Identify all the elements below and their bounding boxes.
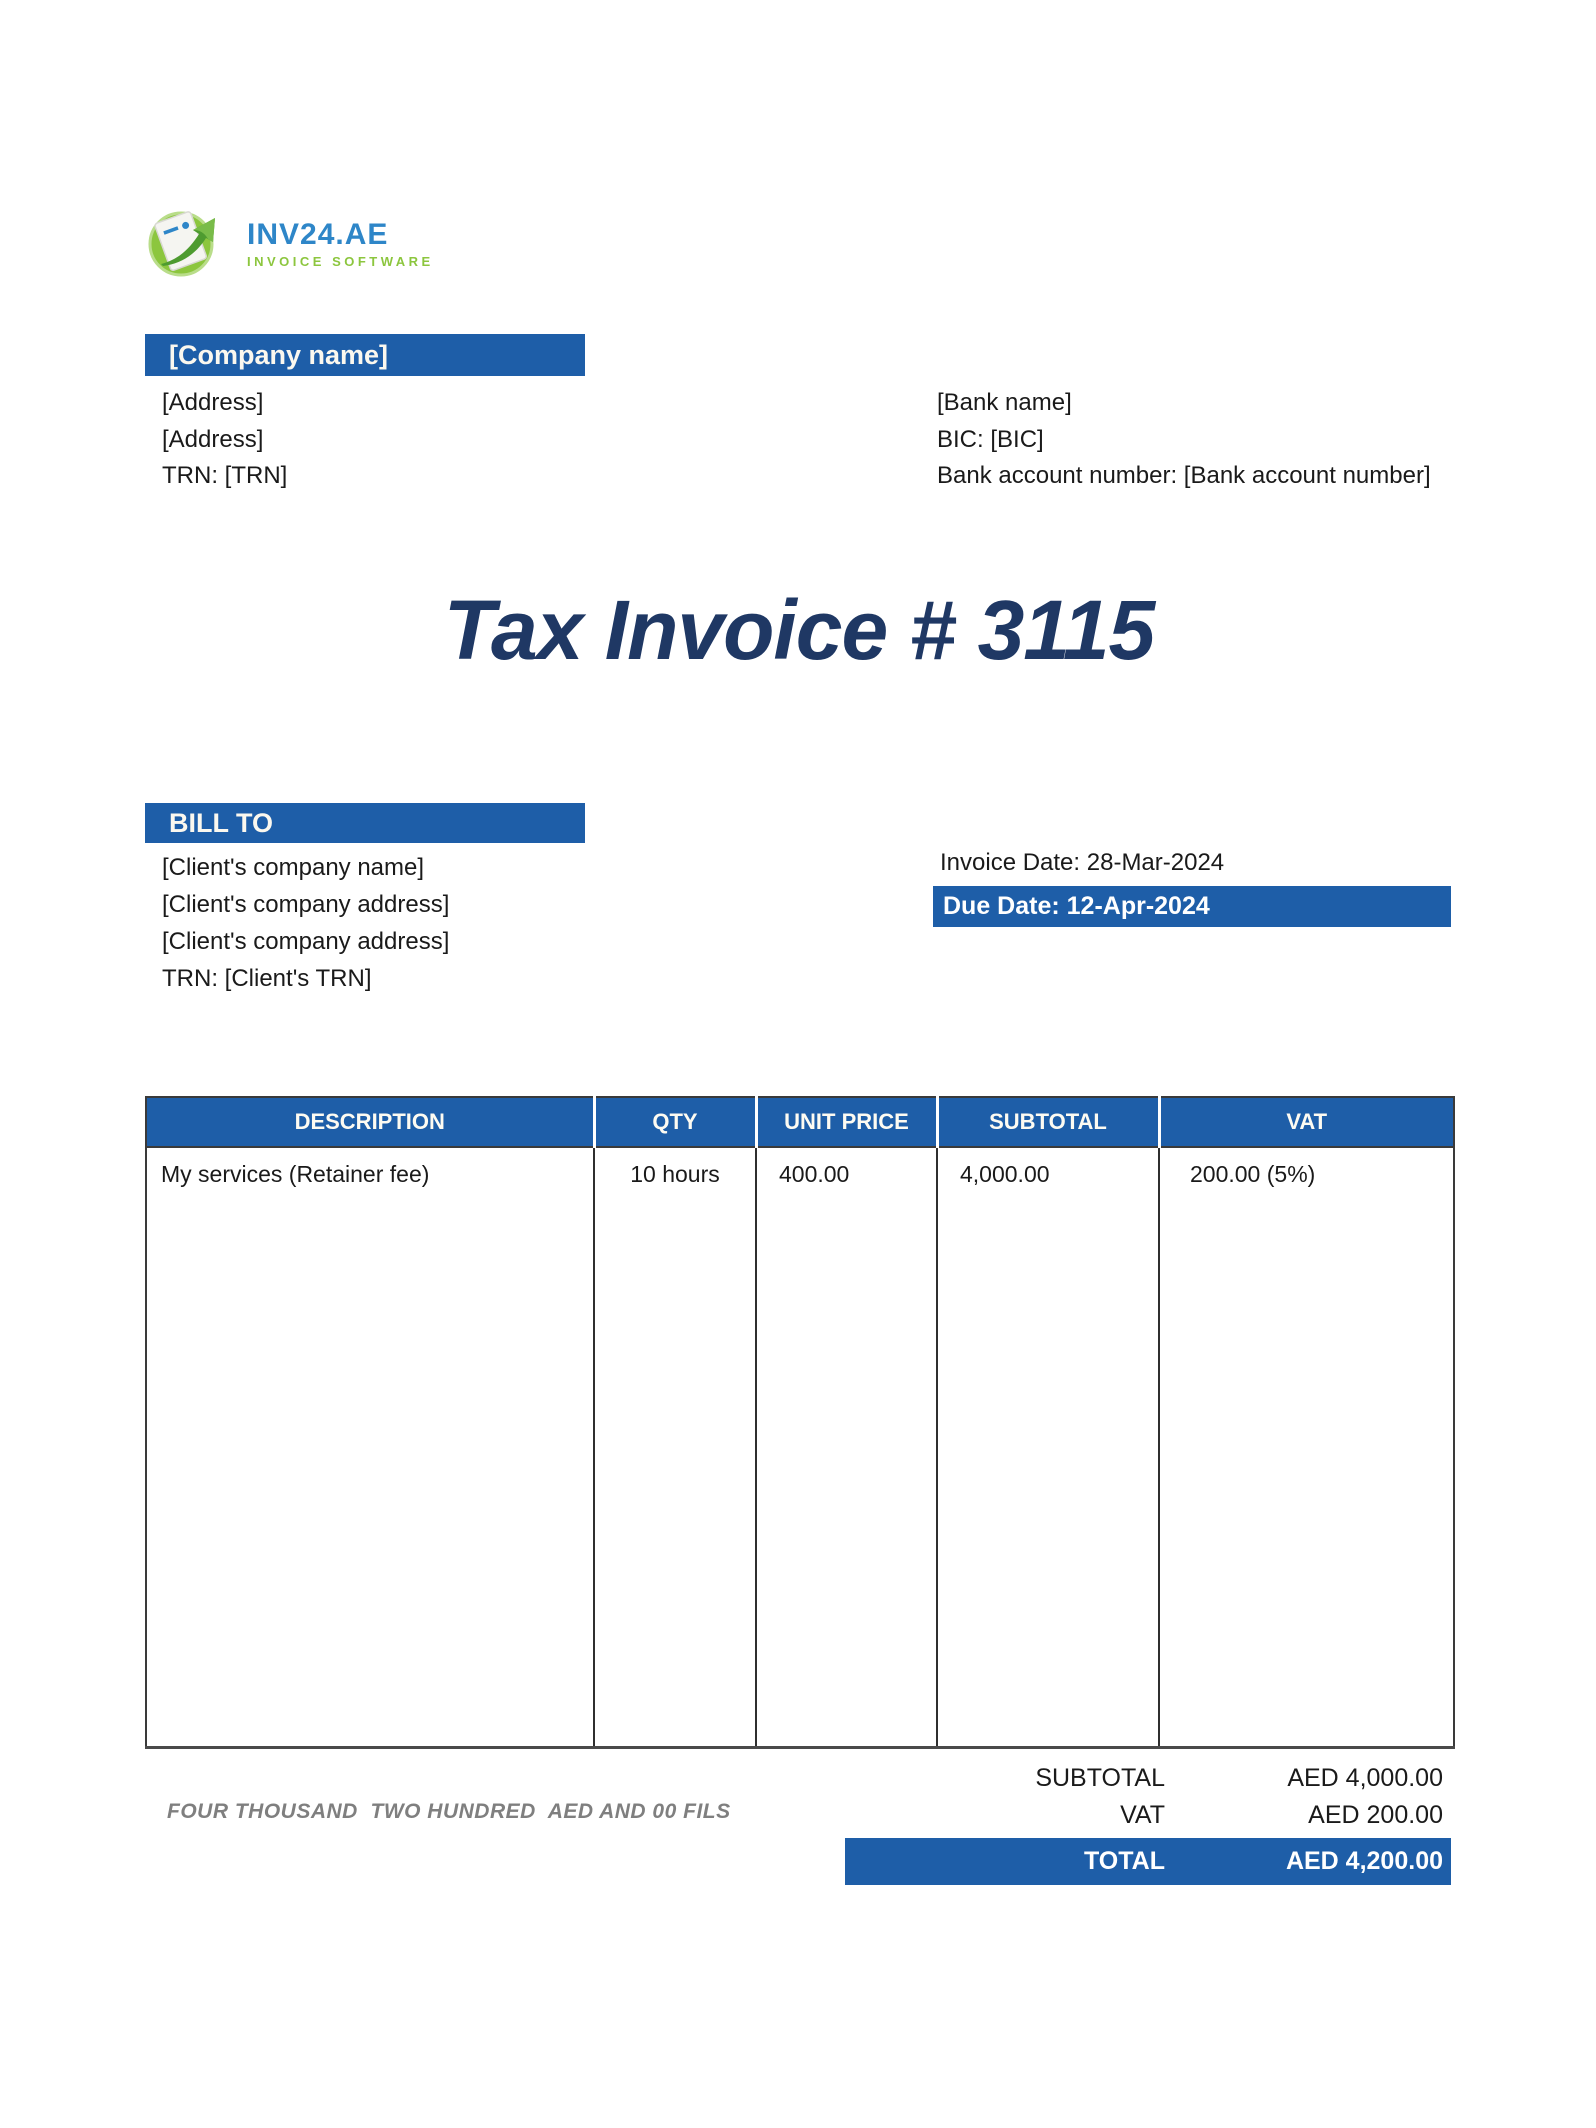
items-table-header-row (146, 1097, 1454, 1147)
bank-bic: BIC: [BIC] (937, 425, 1044, 453)
vat-row (845, 1797, 1451, 1834)
total-row (845, 1838, 1451, 1885)
subtotal-value: AED 4,000.00 (1287, 1764, 1443, 1792)
header-vat: VAT (1159, 1097, 1454, 1147)
vat-label: VAT (1120, 1801, 1165, 1829)
seller-address-2: [Address] (162, 425, 264, 453)
total-label: TOTAL (1083, 1847, 1165, 1875)
header-description: DESCRIPTION (146, 1097, 594, 1147)
header-subtotal: SUBTOTAL (937, 1097, 1159, 1147)
totals-block (845, 1760, 1451, 1885)
due-date-label: Due Date: (943, 892, 1060, 920)
cell-qty: 10 hours (594, 1147, 756, 1747)
cell-subtotal: 4,000.00 (937, 1147, 1159, 1747)
bank-name: [Bank name] (937, 389, 1072, 416)
cell-description: My services (Retainer fee) (161, 1161, 430, 1187)
invoice-date-line (940, 846, 1224, 880)
bank-details (937, 385, 1431, 495)
subtotal-label: SUBTOTAL (1035, 1764, 1165, 1792)
client-address-1: [Client's company address] (162, 891, 450, 918)
seller-address-1: [Address] (162, 389, 264, 416)
subtotal-row (845, 1760, 1451, 1797)
table-row (146, 1147, 1454, 1747)
bill-to-bar: BILL TO (145, 803, 585, 843)
cell-unit-price: 400.00 (756, 1147, 937, 1747)
bank-account-number: Bank account number: [Bank account number] (937, 462, 1431, 489)
company-name-bar: [Company name] (145, 334, 585, 376)
items-table (145, 1096, 1455, 1749)
header-unit-price: UNIT PRICE (756, 1097, 937, 1147)
invoice-date-value: 28-Mar-2024 (1086, 849, 1225, 876)
amount-in-words: FOUR THOUSAND TWO HUNDRED AED AND 00 FILS (167, 1800, 731, 1823)
vat-value: AED 200.00 (1308, 1801, 1443, 1829)
seller-trn: TRN: [TRN] (162, 462, 288, 489)
invoice-date-label: Invoice Date: (940, 849, 1081, 876)
due-date-bar (933, 886, 1451, 927)
seller-details (162, 385, 287, 495)
logo-text (247, 217, 434, 269)
client-trn: TRN: [Client's TRN] (162, 965, 372, 992)
client-company-name: [Client's company name] (162, 854, 425, 881)
document-title: Tax Invoice # 3115 (443, 583, 1155, 677)
logo (147, 202, 434, 280)
total-value: AED 4,200.00 (1285, 1847, 1443, 1875)
due-date-value: 12-Apr-2024 (1066, 892, 1210, 920)
client-details (162, 849, 449, 997)
logo-tagline: INVOICE SOFTWARE (247, 253, 434, 269)
header-qty: QTY (594, 1097, 756, 1147)
cell-vat: 200.00 (5%) (1159, 1147, 1454, 1747)
inv24-logo-icon (147, 202, 239, 280)
logo-brand: INV24.AE (247, 217, 389, 251)
client-address-2: [Client's company address] (162, 928, 450, 955)
